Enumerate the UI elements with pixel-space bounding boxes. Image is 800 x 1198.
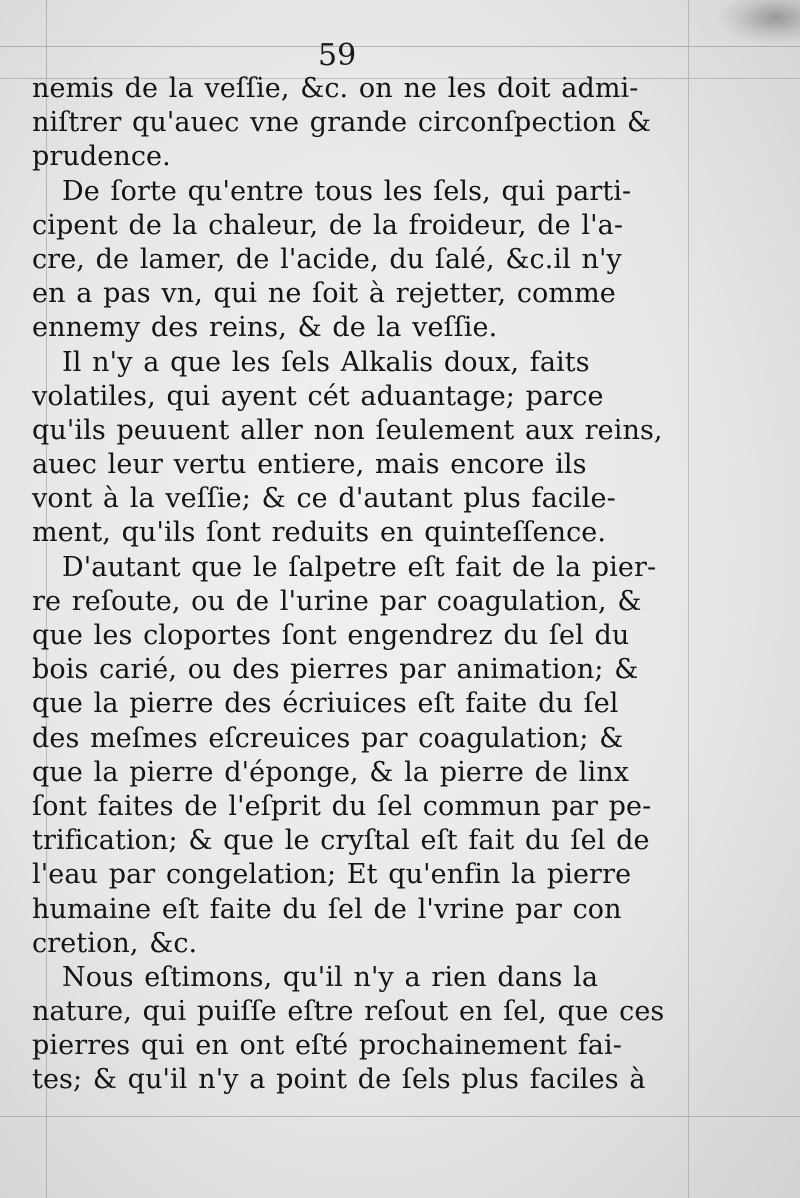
text-line: re reſoute, ou de l'urine par coagulation, &: [32, 585, 642, 617]
text-line: cretion, &c.: [32, 927, 198, 959]
text-line: que les cloportes ſont engendrez du ſel du: [32, 620, 630, 651]
text-line: prudence.: [32, 141, 171, 173]
ink-smudge: [720, 0, 800, 44]
text-line: nemis de la veſſie, &c. on ne les doit admi-: [32, 73, 639, 104]
text-line: vont à la veſſie; & ce d'autant plus facile-: [32, 483, 616, 515]
body-text: [32, 72, 692, 1098]
ruled-line-bottom: [0, 1116, 800, 1117]
text-line: ennemy des reins, & de la veſſie.: [32, 312, 498, 344]
text-line: pierres qui en ont eſté prochainement fai-: [32, 1030, 622, 1062]
text-line: Il n'y a que les ſels Alkalis doux, faits: [62, 346, 590, 378]
text-line: nature, qui puiſſe eſtre reſout en ſel, que ces: [32, 996, 665, 1028]
text-line: qu'ils peuuent aller non ſeulement aux reins,: [32, 414, 663, 446]
text-line: niſtrer qu'auec vne grande circonſpection &: [32, 107, 652, 139]
page-number: 59: [318, 38, 357, 73]
text-line: en a pas vn, qui ne ſoit à rejetter, comme: [32, 278, 616, 310]
text-line: tes; & qu'il n'y a point de ſels plus faciles à: [32, 1064, 646, 1096]
text-line: cre, de lamer, de l'acide, du ſalé, &c.il n'y: [32, 243, 622, 275]
text-line: que la pierre d'éponge, & la pierre de linx: [32, 756, 630, 788]
text-line: De ſorte qu'entre tous les ſels, qui parti-: [62, 175, 632, 207]
text-line: volatiles, qui ayent cét aduantage; parce: [32, 380, 604, 412]
text-line: D'autant que le ſalpetre eſt fait de la pier-: [62, 551, 657, 583]
text-line: bois carié, ou des pierres par animation; &: [32, 654, 639, 686]
text-line: humaine eſt faite du ſel de l'vrine par con: [32, 893, 622, 925]
text-line: Nous eſtimons, qu'il n'y a rien dans la: [62, 961, 599, 993]
text-line: que la pierre des écriuices eſt faite du ſel: [32, 688, 619, 720]
text-line: ſont faites de l'eſprit du ſel commun par pe-: [32, 790, 652, 822]
text-line: des meſmes eſcreuices par coagulation; &: [32, 722, 624, 754]
text-line: trification; & que le cryſtal eſt fait du ſel de: [32, 825, 650, 857]
text-line: auec leur vertu entiere, mais encore ils: [32, 449, 587, 481]
ruled-line-top: [0, 46, 800, 47]
text-line: ment, qu'ils ſont reduits en quinteſſence.: [32, 517, 607, 549]
text-line: l'eau par congelation; Et qu'enfin la pierre: [32, 859, 632, 891]
text-line: cipent de la chaleur, de la froideur, de l'a-: [32, 209, 624, 241]
